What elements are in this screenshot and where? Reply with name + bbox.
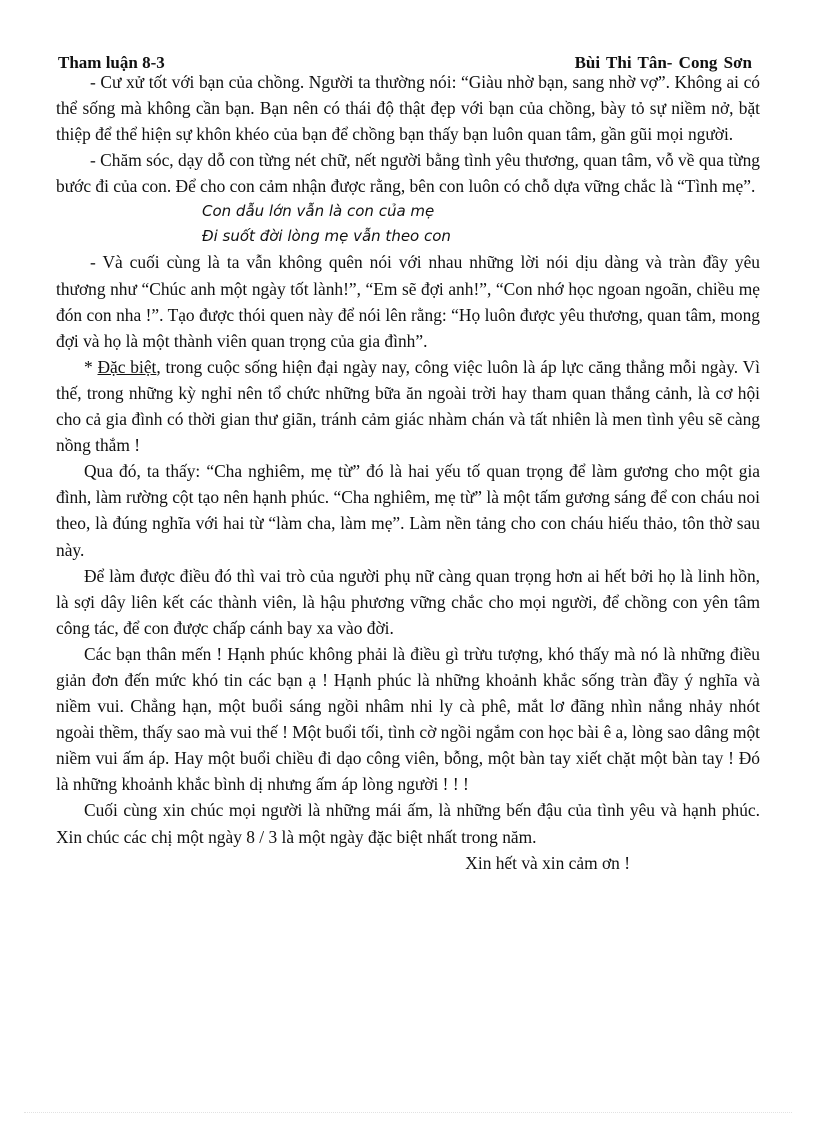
document-body [56,69,760,876]
paragraph-kind-words: - Và cuối cùng là ta vẫn không quên nói với nhau những lời nói dịu dàng và tràn đầy yêu thương như “Chúc anh một ngày tốt lành!”, “Em sẽ đợi anh!”, “Con nhớ học ngoan ngoãn, chiều mẹ đón con nha !”. Tạo được thói quen này để nói lên rằng: “Họ luôn được yêu thương, quan tâm, mong đợi và họ là một thành viên quan trọng của gia đình”. [56,252,760,351]
poem-line-1: Con dẫu lớn vẫn là con của mẹ [202,202,435,221]
page-bottom-divider [24,1112,792,1113]
closing-thanks: Xin hết và xin cảm ơn ! [465,852,630,873]
paragraph-women-role: Để làm được điều đó thì vai trò của người phụ nữ càng quan trọng hơn ai hết bởi họ là linh hồn, là sợi dây liên kết các thành viên, là hậu phương vững chắc cho mọi người, để chồng con yên tâm công tác, để con được chấp cánh bay xa vào đời. [56,565,760,638]
header-title: Tham luận 8-3 [58,53,165,72]
header-author: Bùi Thi Tân- Cong Sơn [574,53,752,72]
special-prefix: * [84,356,98,377]
paragraph-happiness: Các bạn thân mến ! Hạnh phúc không phải là điều gì trừu tượng, khó thấy mà nó là những điều giản đơn đến mức khó tin các bạn ạ ! Hạnh phúc là những khoảnh khắc sống tràn đầy ý nghĩa và niềm vui. Chẳng hạn, một buổi sáng ngồi nhâm nhi ly cà phê, mắt lơ đãng nhìn nắng nhảy nhót ngoài thềm, thấy sao mà vui thế ! Một buổi tối, tình cờ ngồi ngắm con học bài ê a, lòng sao dâng một niềm vui ấm áp. Hay một buổi chiều đi dạo công viên, bỗng, một bàn tay xiết chặt một bàn tay ! Đó là những khoảnh khắc bình dị nhưng ấm áp lòng người ! ! ! [56,643,760,795]
paragraph-wishes: Cuối cùng xin chúc mọi người là những mái ấm, là những bến đậu của tình yêu và hạnh phúc. Xin chúc các chị một ngày 8 / 3 là một ngày đặc biệt nhất trong năm. [56,800,760,847]
special-label: Đặc biệt [97,356,157,377]
special-text: , trong cuộc sống hiện đại ngày nay, công việc luôn là áp lực căng thẳng mỗi ngày. Vì thế, trong những kỳ nghỉ nên tổ chức những bữa ăn ngoài trời hay tham quan thắng cảnh, là cơ hội cho cả gia đình có thời gian thư giãn, tránh cảm giác nhàm chán và tất nhiên là men tình yêu sẽ càng nồng thắm ! [56,356,761,456]
paragraph-special [56,354,760,458]
paragraph-conclusion: Qua đó, ta thấy: “Cha nghiêm, mẹ từ” đó là hai yếu tố quan trọng để làm gương cho một gia đình, làm rường cột tạo nên hạnh phúc. “Cha nghiêm, mẹ từ” là một tấm gương sáng để con cháu noi theo, là đúng nghĩa với hai từ “làm cha, làm mẹ”. Làm nền tảng cho con cháu hiếu thảo, tôn thờ sau này. [56,461,760,560]
poem-line-2: Đi suốt đời lòng mẹ vẫn theo con [202,227,451,246]
paragraph-child-care: - Chăm sóc, dạy dỗ con từng nét chữ, nết người bằng tình yêu thương, quan tâm, vỗ về qua từng bước đi của con. Để cho con cảm nhận được rằng, bên con luôn có chỗ dựa vững chắc là “Tình mẹ”. [56,150,760,197]
paragraph-husband-friends: - Cư xử tốt với bạn của chồng. Người ta thường nói: “Giàu nhờ bạn, sang nhờ vợ”. Không ai có thể sống mà không cần bạn. Bạn nên có thái độ thật đẹp với bạn của chồng, bày tỏ sự niềm nở, bặt thiệp để thể hiện sự khôn khéo của bạn để chồng bạn thấy bạn luôn quan tâm, gần gũi mọi người. [56,72,760,145]
